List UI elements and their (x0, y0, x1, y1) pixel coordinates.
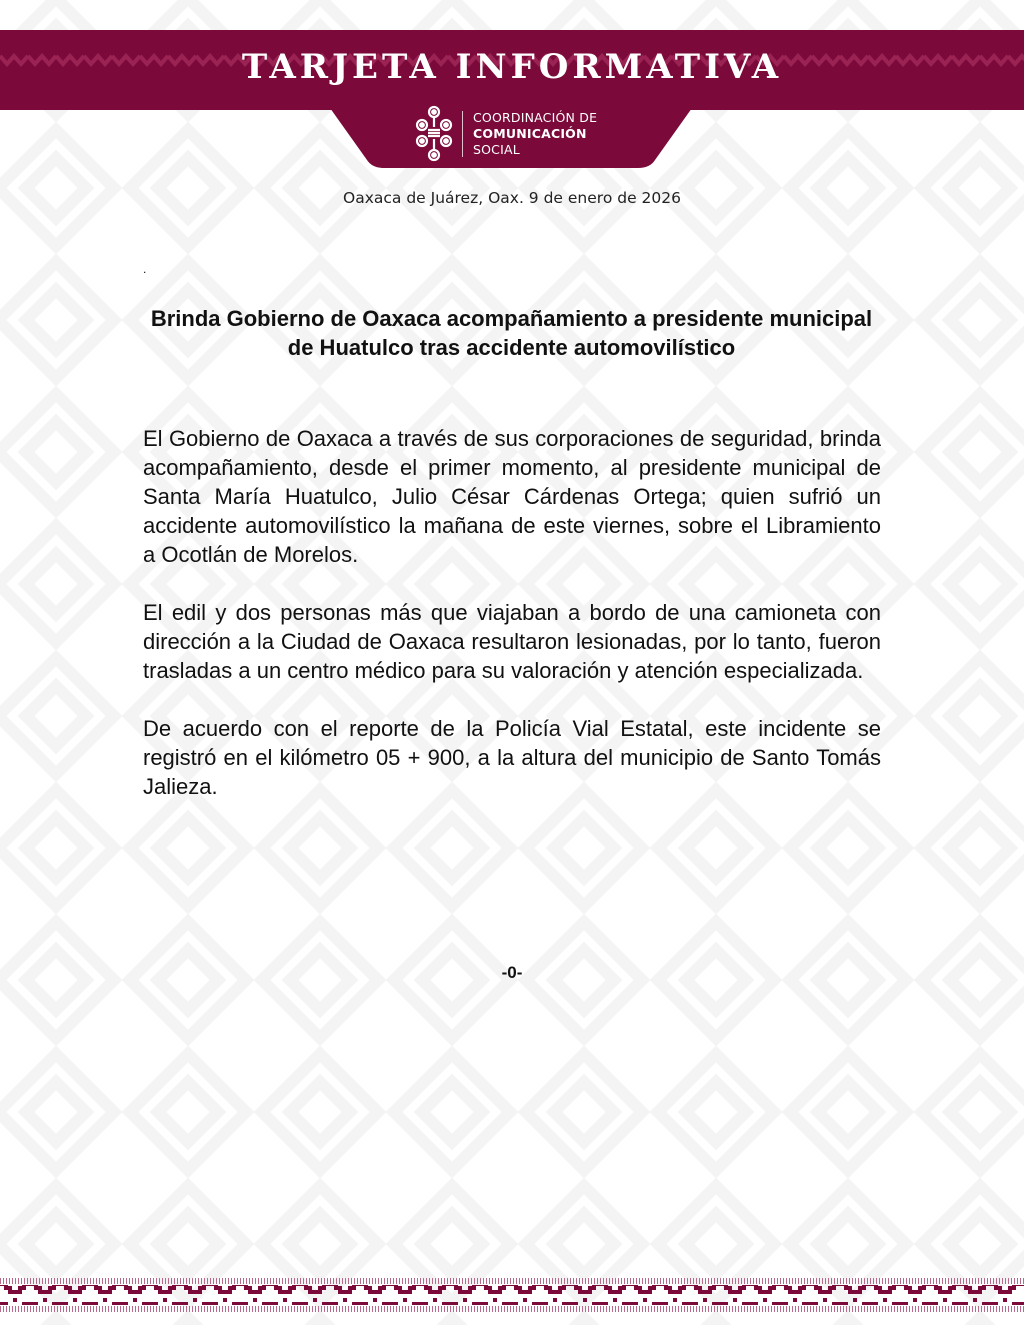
logo-divider (462, 111, 463, 157)
dateline: Oaxaca de Juárez, Oax. 9 de enero de 2026 (343, 189, 681, 207)
document-title: TARJETA INFORMATIVA (241, 47, 783, 87)
body-text (143, 424, 881, 830)
paragraph-3: De acuerdo con el reporte de la Policía Vial Estatal, este incidente se registró en el kilómetro 05 + 900, a la altura del municipio de Santo Tomás Jalieza. (143, 716, 881, 799)
headline: Brinda Gobierno de Oaxaca acompañamiento a presidente municipal de Huatulco tras accidente automovilístico (150, 306, 873, 360)
paragraph-1: El Gobierno de Oaxaca a través de sus corporaciones de seguridad, brinda acompañamiento, desde el primer momento, al presidente municipal de Santa María Huatulco, Julio César Cárdenas Ortega; quien sufrió un accidente automovilístico la mañana de este viernes, sobre el Libramiento a Ocotlán de Morelos. (143, 426, 881, 567)
closing-mark: -0- (501, 963, 523, 982)
comunicacion-social-logo (414, 104, 597, 164)
stray-mark: . (143, 262, 147, 276)
logo-line-1: COORDINACIÓN DE (473, 110, 598, 125)
footer-weave-band (0, 1278, 1024, 1312)
logo-line-3: SOCIAL (473, 142, 520, 157)
logo-text (473, 110, 597, 158)
logo-line-2: COMUNICACIÓN (473, 126, 587, 141)
comunicacion-social-knot-icon (414, 105, 454, 163)
paragraph-2: El edil y dos personas más que viajaban a bordo de una camioneta con dirección a la Ciudad de Oaxaca resultaron lesionadas, por lo tanto, fueron trasladas a un centro médico para su valoración y atención especializada. (143, 600, 881, 683)
